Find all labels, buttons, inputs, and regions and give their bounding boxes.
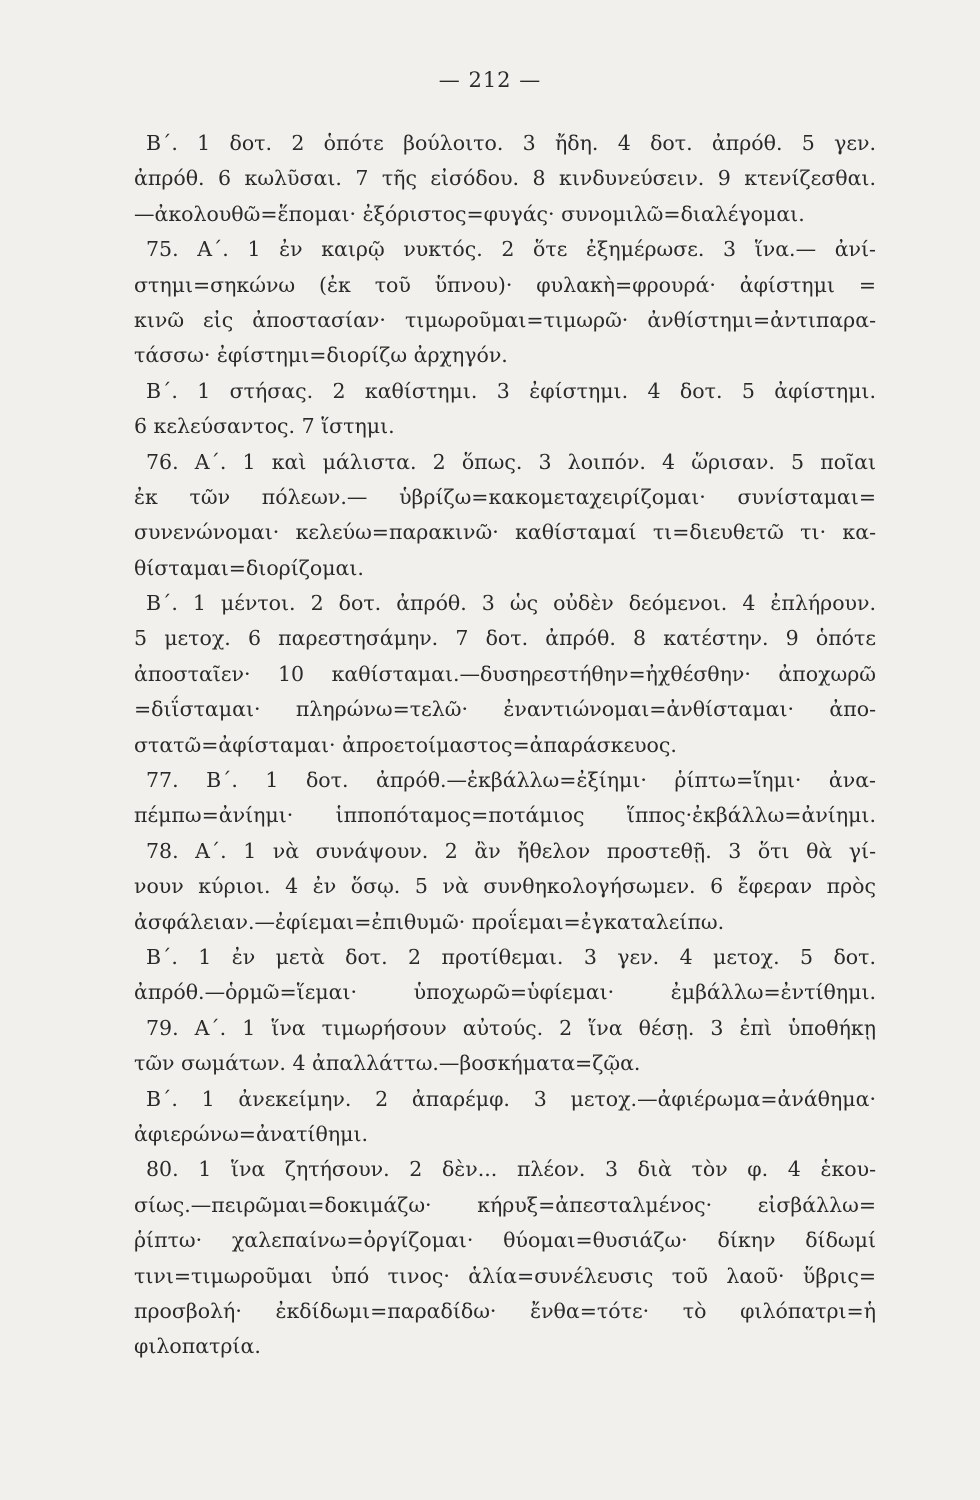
text-line: 6 κελεύσαντος. 7 ἵστημι.: [134, 414, 395, 439]
text-line: =διΐσταμαι· πληρώνω=τελῶ· ἐναντιώνομαι=ἀνθίσταμαι· ἀπο-: [134, 697, 876, 722]
text-line: Β΄. 1 ἀνεκείμην. 2 ἀπαρέμφ. 3 μετοχ.—ἀφιέρωμα=ἀνάθημα·: [146, 1086, 876, 1111]
page-number: — 212 —: [438, 68, 542, 92]
text-line: πέμπω=ἀνίημι· ἱπποπόταμος=ποτάμιος ἵππος·ἐκβάλλω=ἀνίημι.: [134, 803, 876, 828]
text-line: στατῶ=ἀφίσταμαι· ἀπροετοίμαστος=ἀπαράσκευος.: [134, 732, 677, 757]
text-line: τῶν σωμάτων. 4 ἀπαλλάττω.—βοσκήματα=ζῷα.: [134, 1051, 641, 1076]
text-line: συνενώνομαι· κελεύω=παρακινῶ· καθίσταμαί τι=διευθετῶ τι· κα-: [134, 520, 876, 545]
text-line: σίως.—πειρῶμαι=δοκιμάζω· κήρυξ=ἀπεσταλμένος· εἰσβάλλω=: [134, 1192, 876, 1217]
text-line: στημι=σηκώνω (ἐκ τοῦ ὕπνου)· φυλακὴ=φρουρά· ἀφίστημι =: [134, 272, 876, 297]
text-line: νουν κύριοι. 4 ἐν ὅσῳ. 5 νὰ συνθηκολογήσωμεν. 6 ἔφεραν πρὸς: [134, 874, 876, 899]
text-line: τάσσω· ἐφίστημι=διορίζω ἀρχηγόν.: [134, 343, 508, 368]
text-line: 79. Α΄. 1 ἵνα τιμωρήσουν αὐτούς. 2 ἵνα θέσῃ. 3 ἐπὶ ὑποθήκῃ: [146, 1015, 876, 1040]
text-line: ἀφιερώνω=ἀνατίθημι.: [134, 1121, 369, 1146]
text-line: κινῶ εἰς ἀποστασίαν· τιμωροῦμαι=τιμωρῶ· ἀνθίστημι=ἀντιπαρα-: [134, 307, 876, 332]
text-line: Β΄. 1 μέντοι. 2 δοτ. ἀπρόθ. 3 ὡς οὐδὲν δεόμενοι. 4 ἐπλήρουν.: [146, 591, 876, 616]
text-line: ἀπρόθ. 6 κωλῦσαι. 7 τῆς εἰσόδου. 8 κινδυνεύσειν. 9 κτενίζεσθαι.: [134, 166, 876, 191]
text-line: Β΄. 1 στήσας. 2 καθίστημι. 3 ἐφίστημι. 4 δοτ. 5 ἀφίστημι.: [146, 378, 876, 403]
text-line: 76. Α΄. 1 καὶ μάλιστα. 2 ὅπως. 3 λοιπόν. 4 ὥρισαν. 5 ποῖαι: [146, 449, 876, 474]
text-line: φιλοπατρία.: [134, 1334, 261, 1359]
text-line: τινι=τιμωροῦμαι ὑπό τινος· ἁλία=συνέλευσις τοῦ λαοῦ· ὕβρις=: [134, 1263, 876, 1288]
text-line: Β΄. 1 ἐν μετὰ δοτ. 2 προτίθεμαι. 3 γεν. 4 μετοχ. 5 δοτ.: [146, 944, 876, 969]
text-line: 75. Α΄. 1 ἐν καιρῷ νυκτός. 2 ὅτε ἐξημέρωσε. 3 ἵνα.— ἀνί-: [146, 237, 876, 262]
text-line: ἀποσταῖεν· 10 καθίσταμαι.—δυσηρεστήθην=ἠχθέσθην· ἀποχωρῶ: [134, 661, 876, 686]
text-line: θίσταμαι=διορίζομαι.: [134, 555, 364, 580]
text-line: Β΄. 1 δοτ. 2 ὁπότε βούλοιτο. 3 ἤδη. 4 δοτ. ἀπρόθ. 5 γεν.: [146, 131, 876, 155]
text-line: ἀσφάλειαν.—ἐφίεμαι=ἐπιθυμῶ· προΐεμαι=ἐγκαταλείπω.: [134, 909, 725, 934]
text-line: ἀπρόθ.—ὁρμῶ=ἵεμαι· ὑποχωρῶ=ὑφίεμαι· ἐμβάλλω=ἐντίθημι.: [134, 980, 876, 1005]
text-line: 78. Α΄. 1 νὰ συνάψουν. 2 ἂν ἤθελον προστεθῇ. 3 ὅτι θὰ γί-: [146, 838, 876, 863]
text-line: 77. Β΄. 1 δοτ. ἀπρόθ.—ἐκβάλλω=ἐξίημι· ῥίπτω=ἵημι· ἀνα-: [146, 768, 876, 793]
text-body: [134, 126, 876, 1365]
text-line: 5 μετοχ. 6 παρεστησάμην. 7 δοτ. ἀπρόθ. 8 κατέστην. 9 ὁπότε: [134, 626, 876, 651]
text-line: ῥίπτω· χαλεπαίνω=ὀργίζομαι· θύομαι=θυσιάζω· δίκην δίδωμί: [134, 1228, 876, 1253]
text-line: —ἀκολουθῶ=ἕπομαι· ἐξόριστος=φυγάς· συνομιλῶ=διαλέγομαι.: [134, 201, 805, 226]
text-line: προσβολή· ἐκδίδωμι=παραδίδω· ἔνθα=τότε· τὸ φιλόπατρι=ἡ: [134, 1298, 876, 1323]
text-line: ἐκ τῶν πόλεων.— ὑβρίζω=κακομεταχειρίζομαι· συνίσταμαι=: [134, 484, 876, 509]
text-line: 80. 1 ἵνα ζητήσουν. 2 δὲν... πλέον. 3 διὰ τὸν φ. 4 ἑκου-: [146, 1157, 876, 1182]
